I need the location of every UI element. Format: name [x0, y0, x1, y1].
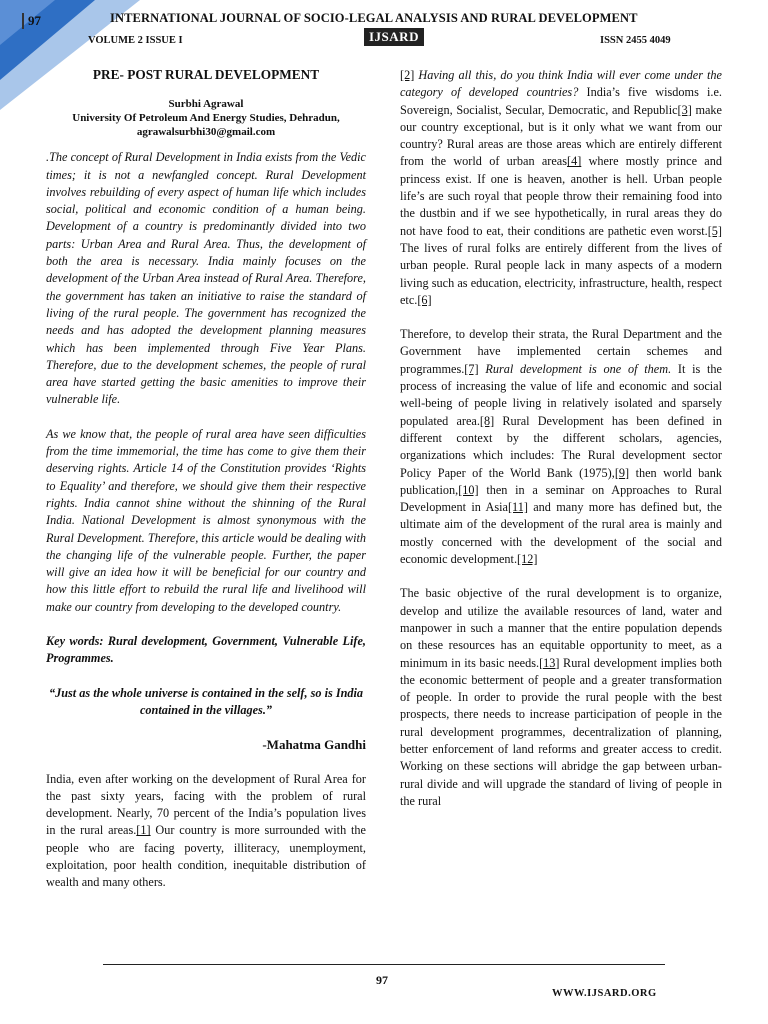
journal-logo: IJSARD	[364, 28, 424, 46]
right-column	[400, 67, 722, 810]
footer-divider	[103, 964, 665, 965]
author-name: Surbhi Agrawal	[168, 98, 244, 111]
footnote-link[interactable]: [8]	[479, 413, 495, 428]
footnote-link[interactable]: [3]	[677, 102, 692, 117]
footnote-link[interactable]: [9]	[614, 465, 630, 480]
body-paragraph: The basic objective of the rural development is to organize, develop and utilize the available resources of land, water and manpower in such a manner that the entire population depends on these resources has an equitable opportunity to meet, as a minimum in its basic needs.[13] Rural development implies both the economic betterment of people and a greater transformation of people. In order to provide the rural people with the best prospects, there needs to increase participation of people in the rural development programmes, decentralization of planning, better enforcement of land reforms and greater access to credit. Working on these sections will abridge the gap between urban- rural divide and will upgrade the standard of living of people in the rural	[400, 586, 722, 808]
footnote-link[interactable]: [6]	[417, 292, 432, 307]
footnote-link[interactable]: [13]	[539, 655, 560, 670]
keywords: Key words: Rural development, Government, Vulnerable Life, Programmes.	[46, 634, 366, 666]
abstract-paragraph: .The concept of Rural Development in India exists from the Vedic times; it is not a newfangled concept. Rural Development involves rebuilding of every aspect of human life which includes social, political and economic condition of a human being. Development of a country is predominantly divided into two parts: Urban Area and Rural Area. Thus, the development of both the area is necessary. India mainly focuses on the development of the Urban Area instead of Rural Area. Therefore, the government has taken an initiative to raise the standard of living of the rural people. The government has recognized the needs and has adopted the development planning measures which has been implemented through Five Year Plans. Therefore, due to the development schemes, the people of rural area have started getting the basic amenities to improve their vulnerable life.	[46, 150, 366, 407]
footnote-link[interactable]: [2]	[400, 68, 415, 82]
footnote-link[interactable]: [5]	[707, 223, 722, 238]
journal-website[interactable]: WWW.IJSARD.ORG	[552, 988, 657, 999]
footnote-link[interactable]: [1]	[136, 823, 151, 838]
epigraph-quote: “Just as the whole universe is contained in the self, so is India contained in the villages.”	[48, 685, 364, 717]
author-email: agrawalsurbhi30@gmail.com	[136, 126, 276, 139]
body-paragraph: [2] Having all this, do you think India will ever come under the category of developed countries? India’s five wisdoms i.e. Sovereign, Socialist, Secular, Democratic, and Republic[3] make our country exceptional, but is it only what we want from our country? Rural areas are those areas which are entirely different from the world of urban areas[4] where mostly prince and princess exist. If one is heaven, another is hell. Urban people life’s are such royal that people throw their remaining food into the dustbin and if we see hypothetically, in rural areas they do not have food to eat, their conditions are pathetic even worst.[5] The lives of rural folks are entirely different from the lives of urban people. Rural people lack in many aspects of a modern living such as education, electricity, infrastructure, health, respect etc.[6]	[400, 68, 722, 307]
footnote-link[interactable]: [7]	[464, 361, 479, 376]
footnote-link[interactable]: [12]	[517, 552, 538, 567]
body-paragraph: Therefore, to develop their strata, the Rural Department and the Government have implemented certain schemes and programmes.[7] Rural development is one of them. It is the process of increasing the value of life and economic and social well-being of people living in relatively isolated and sparsely populated area.[8] Rural Development has been defined in different context by the different scholars, agencies, organizations which includes: The Rural development sector Policy Paper of the World Bank (1975),[9] then world bank publication,[10] then in a seminar on Approaches to Rural Development in Asia[11] and many more has defined but, the ultimate aim of the development of the rural area is mainly and mostly concerned with the development of the social and economic development.[12]	[400, 327, 722, 567]
body-paragraph: India, even after working on the development of Rural Area for the past sixty years, facing with the problem of rural development. Nearly, 70 percent of the India’s population lives in the rural areas.[1] Our country is more surrounded with the people who are facing poverty, illiteracy, unemployment, exploitation, poor health condition, inequitable distribution of wealth and many others.	[46, 771, 366, 890]
volume-issue: VOLUME 2 ISSUE I	[88, 35, 183, 46]
footer-page-number: 97	[376, 973, 388, 987]
footnote-link[interactable]: [10]	[458, 482, 479, 497]
journal-title: INTERNATIONAL JOURNAL OF SOCIO-LEGAL ANALYSIS AND RURAL DEVELOPMENT	[110, 11, 638, 25]
left-column	[46, 66, 366, 892]
issn: ISSN 2455 4049	[600, 35, 671, 46]
abstract-paragraph: As we know that, the people of rural area have seen difficulties from the time immemorial, the time has come to give them their deserving rights. Article 14 of the Constitution provides ‘Rights to Equality’ and therefore, we should give them their respective rights. India cannot shine without the shinning of the Rural India. National Development is almost synonymous with the Rural Development. Therefore, this article would be dealing with the changing life of the vulnerable people. Further, the paper will give an idea how it will be beneficial for our country and how this little effort to rebuild the rural life and livelihood will make our country from developing to the developed country.	[46, 426, 366, 614]
article-title: PRE- POST RURAL DEVELOPMENT	[92, 67, 320, 82]
header-page-number: 97	[22, 13, 41, 29]
author-affiliation: University Of Petroleum And Energy Studies, Dehradun,	[72, 112, 340, 125]
footnote-link[interactable]: [4]	[567, 154, 582, 169]
footnote-link[interactable]: [11]	[507, 500, 528, 515]
quote-attribution: -Mahatma Gandhi	[262, 737, 366, 753]
